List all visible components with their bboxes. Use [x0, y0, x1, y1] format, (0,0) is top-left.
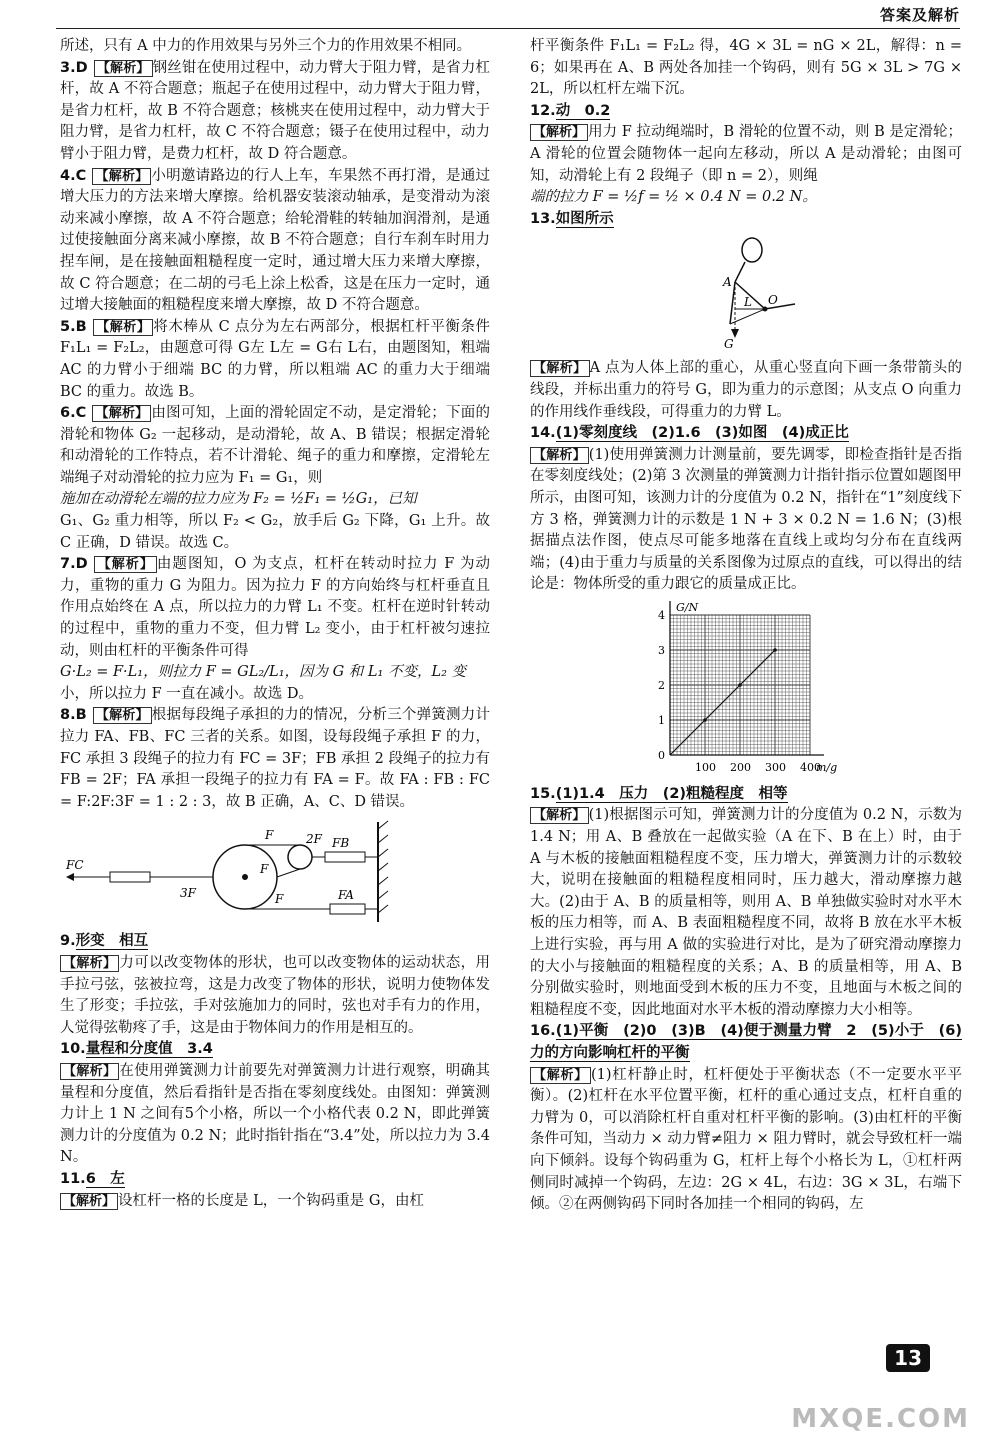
analysis-text: 由图可知，上面的滑轮固定不动，是定滑轮；下面的滑轮和物体 G₂ 一起移动，是动滑轮，故 A、B 错误；根据定滑轮和动滑轮的工作特点，若不计滑轮、绳子的重力和摩擦，定滑轮左端绳子对动滑轮的拉力应为 F₁ = G₁，则 [60, 405, 490, 486]
question-9 [60, 931, 490, 1039]
y-tick-label: 1 [658, 713, 665, 727]
analysis-tag: 【解析】 [60, 955, 119, 972]
label-fc: FC [66, 858, 84, 873]
y-tick-label: 2 [658, 678, 665, 692]
analysis-tag: 【解析】 [530, 124, 588, 141]
answer: D [75, 556, 88, 573]
watermark: MXQE.COM [791, 1404, 970, 1434]
analysis-text: (1)使用弹簧测力计测量前，要先调零，即检查指针是否指在零刻度线处；(2)第 3 次测量的弹簧测力计指针指示位置如题图甲所示，由图可知，该测力计的分度值为 0.2 N，指针在“1”刻度线下方 3 格，弹簧测力计的示数是 1 N + 3 × 0.2 N = 1.6 N；(3)根据描点法作图，使点尽可能多地落在直线上或均匀分布在直线两端；(4)由于重力与质量的关系图像为过原点的直线，可以得出的结论是：物体所受的重力跟它的质量成正比。 [530, 446, 962, 593]
analysis-tag: 【解析】 [60, 1063, 119, 1080]
answer: 量程和分度值 3.4 [85, 1041, 213, 1058]
answer: (1)零刻度线 (2)1.6 (3)如图 (4)成正比 [555, 425, 849, 442]
analysis-text: (1)根据图示可知，弹簧测力计的分度值为 0.2 N，示数为 1.4 N；用 A、B 叠放在一起做实验（A 在下、B 在上）时，由于 A 与木板的接触面粗糙程度不变，压力增大，弹簧测力计的示数较大，说明在接触面的粗糙程度相同时，压力越大，滑动摩擦力越大。(2)由于 A、B 的质量相等，则用 A、B 单独做实验时对水平木板的压力相等，而 A、B 表面粗糙程度不同，故将 B 放在水平木板上进行实验，再与用 A 做的实验进行对比，是为了研究滑动摩擦力的大小与接触面的粗糙程度的关系；A、B 的质量相等，用 A、B 分别做实验时，则地面受到木板的压力不变，且地面与木板之间的粗糙程度不变，因此地面对水平木板的滑动摩擦力大小相等。 [530, 807, 962, 1018]
answer: B [75, 318, 87, 335]
question-number: 13. [530, 210, 556, 227]
question-4 [60, 166, 490, 317]
x-tick-label: 300 [765, 760, 786, 774]
question-number: 15. [530, 785, 556, 802]
question-10 [60, 1039, 490, 1169]
formula-line: 端的拉力 F = ½f = ½ × 0.4 N = 0.2 N。 [530, 189, 817, 206]
question-number: 16. [530, 1023, 556, 1040]
question-12 [530, 101, 962, 209]
question-number: 12. [530, 102, 556, 119]
analysis-tag: 【解析】 [94, 556, 157, 573]
analysis-text: 根据每段绳子承担的力的情况，分析三个弹簧测力计拉力 FA、FB、FC 三者的关系。如图，设每段绳子承担 F 的力，FC 承担 3 段绳子的拉力有 FC = 3F；FB 承担 2 段绳子的拉力有 FB = 2F；FA 承担一段绳子的拉力有 FA = F。故 FA : FB : FC = F:2F:3F = 1 : 2 : 3，故 B 正确，A、C、D 错误。 [60, 707, 490, 810]
weight-mass-chart [530, 600, 962, 780]
question-number: 11. [60, 1170, 86, 1187]
answer: 6 左 [85, 1170, 125, 1187]
body-lever-diagram [530, 234, 962, 354]
label-fa: FA [338, 888, 354, 903]
data-point [773, 648, 777, 652]
analysis-tag: 【解析】 [92, 168, 151, 185]
x-axis-label: m/g [816, 760, 838, 774]
answer: D [75, 59, 88, 76]
label-g: G [724, 337, 734, 352]
analysis-text: 由题图知，O 为支点，杠杆在转动时拉力 F 为动力，重物的重力 G 为阻力。因为拉力 F 的方向始终与杠杆垂直且作用点始终在 A 点，所以拉力的力臂 L₁ 不变。杠杆在逆时针转动的过程中，重物的重力不变，但力臂 L₂ 变小，由于杠杆被匀速拉动，则由杠杆的平衡条件可得 [60, 556, 490, 659]
analysis-tag: 【解析】 [60, 1193, 118, 1210]
header-rule [56, 28, 960, 29]
label-2f: 2F [306, 832, 322, 847]
question-8 [60, 705, 490, 927]
question-7 [60, 554, 490, 705]
label-3f: 3F [180, 886, 196, 901]
question-number: 9. [60, 933, 76, 950]
answer: (1)平衡 (2)0 (3)B (4)便于测量力臂 2 (5)小于 (6)力的方向影响杠杆的平衡 [530, 1023, 962, 1061]
question-number: 6. [60, 405, 76, 422]
y-tick-label: 4 [658, 608, 665, 622]
analysis-tag: 【解析】 [530, 1067, 591, 1084]
analysis-tag: 【解析】 [530, 807, 589, 824]
answer: B [75, 707, 87, 724]
answer: 形变 相互 [75, 933, 149, 950]
analysis-text: 设杠杆一格的长度是 L，一个钩码重是 G，由杠 [118, 1192, 424, 1209]
analysis-text: 小明邀请路边的行人上车，车果然不再打滑，是通过增大压力的方法来增大摩擦。给机器安装滚动轴承，是变滑动为滚动来减小摩擦，故 A 不符合题意；给轮滑鞋的转轴加润滑剂，是通过使接触面分离来减小摩擦，故 B 不符合题意；自行车刹车时用力捏车闸，是在接触面粗糙程度一定时，通过增大压力来增大摩擦，故 C 符合题意；在二胡的弓毛上涂上松香，这是在压力一定时，通过增大接触面的粗糙程度来增大摩擦，故 D 不符合题意。 [60, 167, 490, 314]
label-fb: FB [332, 836, 350, 851]
data-point [738, 683, 742, 687]
question-number: 8. [60, 707, 76, 724]
question-16 [530, 1021, 962, 1215]
question-number: 5. [60, 318, 76, 335]
question-15 [530, 784, 962, 1022]
analysis-tag: 【解析】 [94, 60, 153, 77]
question-11-cont: 杆平衡条件 F₁L₁ = F₂L₂ 得，4G × 3L = nG × 2L，解得：n = 6；如果再在 A、B 两处各加挂一个钩码，则有 5G × 3L > 7G × 2L，所以杠杆左端下沉。 [530, 38, 962, 98]
x-tick-label: 200 [730, 760, 751, 774]
question-number: 10. [60, 1041, 86, 1058]
y-tick-label: 3 [658, 643, 665, 657]
answer: C [75, 167, 87, 184]
analysis-tag: 【解析】 [92, 405, 151, 422]
analysis-text: 用力 F 拉动绳端时，B 滑轮的位置不动，则 B 是定滑轮；A 滑轮的位置会随物体一起向左移动，所以 A 是动滑轮；由图可知，动滑轮上有 2 段绳子（即 n = 2），则绳 [530, 124, 962, 184]
analysis-text: 将木棒从 C 点分为左右两部分，根据杠杆平衡条件 F₁L₁ = F₂L₂，由题意可得 G左 L左 = G右 L右，由题图知，粗端 AC 的力臂小于细端 BC 的力臂，所以粗端 AC 的重力大于细端 BC 的重力。故选 B。 [60, 318, 490, 400]
y-tick-label: 0 [658, 748, 665, 762]
y-axis-label: G/N [676, 600, 699, 614]
analysis-tag: 【解析】 [93, 319, 154, 336]
formula-line: 施加在动滑轮左端的拉力应为 F₂ = ½F₁ = ½G₁，已知 [60, 491, 417, 508]
question-14 [530, 423, 962, 780]
answer: 如图所示 [555, 210, 614, 227]
question-5 [60, 317, 490, 403]
label-a: A [723, 275, 732, 290]
label-l: L [744, 295, 752, 310]
analysis-text: (1)杠杆静止时，杠杆便处于平衡状态（不一定要水平平衡）。(2)杠杆在水平位置平衡，杠杆的重心通过支点，杠杆自重的力臂为 0，可以消除杠杆自重对杠杆平衡的影响。(3)由杠杆的平衡条件可知，当动力 × 动力臂≠阻力 × 阻力臂时，就会导致杠杆一端向下倾斜。设每个钩码重为 G，杠杆上每个小格长为 L，①杠杆两侧同时减掉一个钩码，左边：2G × 4L，右边：3G × 3L，右端下倾。②在两侧钩码下同时各加挂一个相同的钩码，左 [530, 1066, 962, 1213]
analysis-tag: 【解析】 [530, 447, 589, 464]
question-number: 14. [530, 425, 556, 442]
label-f-top: F [265, 828, 274, 843]
question-3 [60, 58, 490, 166]
answer: (1)1.4 压力 (2)粗糙程度 相等 [555, 785, 788, 802]
label-o: O [768, 293, 778, 308]
question-6 [60, 403, 490, 554]
page-number: 13 [886, 1344, 930, 1372]
analysis-text-cont: 小，所以拉力 F 一直在减小。故选 D。 [60, 685, 314, 702]
analysis-text: 钢丝钳在使用过程中，动力臂大于阻力臂，是省力杠杆，故 A 不符合题意；瓶起子在使用过程中，动力臂大于阻力臂，是省力杠杆，故 B 不符合题意；核桃夹在使用过程中，动力臂大于阻力臂，是省力杠杆，故 C 不符合题意；镊子在使用过程中，动力臂小于阻力臂，是费力杠杆，故 D 符合题意。 [60, 59, 490, 162]
label-f-bottom: F [275, 892, 284, 907]
question-11 [60, 1169, 490, 1212]
formula-line: G·L₂ = F·L₁，则拉力 F = GL₂/L₁，因为 G 和 L₁ 不变，L₂ 变 [60, 664, 467, 681]
analysis-tag: 【解析】 [93, 707, 152, 724]
analysis-text: 在使用弹簧测力计前要先对弹簧测力计进行观察，明确其量程和分度值，然后看指针是否指在零刻度线处。由图知：弹簧测力计上 1 N 之间有5个小格，所以一个小格代表 0.2 N，即此弹簧测力计的分度值为 0.2 N；此时指针指在“3.4”处，所以拉力为 3.4 N。 [60, 1062, 490, 1166]
answer: 动 0.2 [555, 102, 611, 119]
analysis-text: A 点为人体上部的重心，从重心竖直向下画一条带箭头的线段，并标出重力的符号 G，即为重力的示意图；从支点 O 向重力的作用线作垂线段，可得重力的力臂 L。 [530, 360, 962, 420]
analysis-text-cont: G₁、G₂ 重力相等，所以 F₂ < G₂，放手后 G₂ 下降，G₁ 上升。故 C 正确，D 错误。故选 C。 [60, 513, 490, 551]
pulley-diagram [60, 817, 400, 927]
page-header: 答案及解析 [879, 6, 960, 24]
question-13 [530, 209, 962, 423]
intro-text: 所述，只有 A 中力的作用效果与另外三个力的作用效果不相同。 [60, 38, 472, 54]
analysis-tag: 【解析】 [530, 360, 590, 377]
data-point [703, 718, 707, 722]
label-f-mid: F [260, 862, 269, 877]
question-number: 7. [60, 556, 76, 573]
x-tick-label: 400 [800, 760, 821, 774]
answer: C [75, 405, 87, 422]
analysis-text: 力可以改变物体的形状，也可以改变物体的运动状态，用手拉弓弦，弦被拉弯，这是力改变了物体的形状，说明力使物体发生了形变；手拉弦，手对弦施加力的同时，弦也对手有力的作用，人觉得弦勒疼了手，这是由于物体间力的作用是相互的。 [60, 954, 490, 1036]
right-column [530, 36, 962, 1216]
question-number: 3. [60, 59, 76, 76]
question-number: 4. [60, 167, 76, 184]
x-tick-label: 100 [695, 760, 716, 774]
left-column [60, 36, 490, 1212]
